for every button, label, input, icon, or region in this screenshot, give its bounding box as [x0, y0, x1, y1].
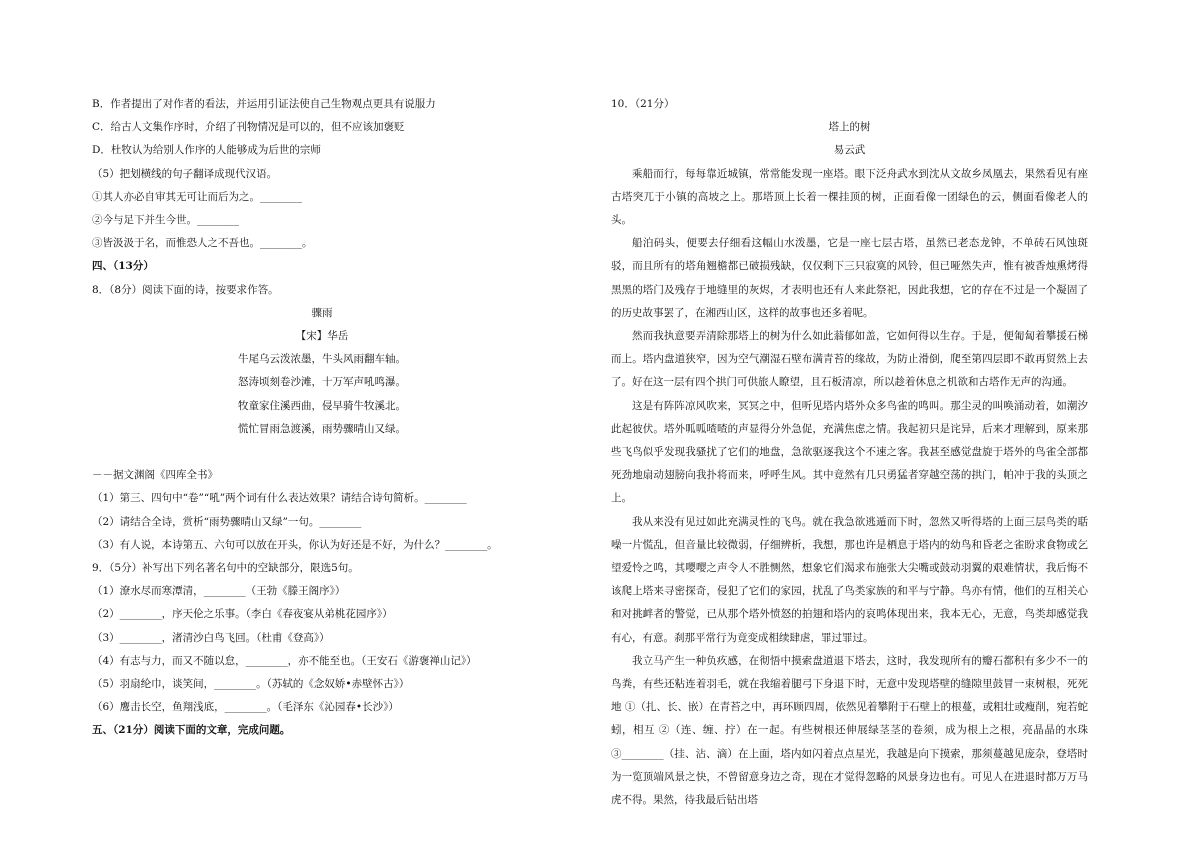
article-paragraph: 船泊码头，便要去仔细看这幅山水泼墨，它是一座七层古塔，虽然已老态龙钟，不单砖石风蚀斑驳，而且所有的塔角翘檐都已破损残缺，仅仅剩下三只寂寞的风铃，但已哑然失声，惟有被香烛熏烤得黑黑的塔门及残存于地缝里的灰烬，才表明也还有人来此祭祀，因此我想，它的存在不过是一个凝固了的历史故事罢了，在湘西山区，这样的故事也还多着呢。 [611, 237, 1088, 319]
article-paragraph: 然而我执意要弄清除那塔上的树为什么如此蓊郁如盖，它如何得以生存。于是，便匍匐着攀援石梯而上。塔内盘道狭窄，因为空气潮湿石壁布满青苔的缘故，为防止滑倒，爬至第四层即不敢再贸然上去了。好在这一层有四个拱门可供旅人瞭望，且石板清凉，所以趁着休息之机欲和古塔作无声的沟通。 [611, 330, 1088, 389]
article-paragraph: 我立马产生一种负疚感，在彻悟中摸索盘道退下塔去，这时，我发现所有的瓣石都积有多少不一的鸟粪，有些还粘连着羽毛，就在我缩着腿弓下身退下时，无意中发现塔壁的缝隙里鼓冒一束树根，死死地 ①（扎、长、嵌）在青苔之中，再环顾四周，依然见着攀附于石壁上的根蔓，或粗壮或瘦削，宛若蛇蚓，相互 ②（连、缠、拧）在一起。有些树根还伸展绿茎茎的卷须，成为根上之根，亮晶晶的水珠 ③________（挂、沾、滴）在上面，塔内如闪着点点星光，我越是向下摸索，那须蔓越见庞杂，登塔时为一览顶端风景之快，不曾留意身边之奇，现在才觉得忽略的风景身边也有。可见人在进退时都万万马虎不得。果然，待我最后钻出塔 [611, 654, 1088, 807]
q7-sub5: （5）把划横线的句子翻译成现代汉语。 [92, 167, 278, 180]
section-4-heading: 四、（13分） [92, 260, 154, 273]
article-paragraph: 乘船而行，每每靠近城镇，常常能发现一座塔。眼下泛舟武水到沈从文故乡凤凰去，果然看见有座古塔突兀于小镇的高坡之上。那塔顶上长着一棵挂顶的树，正面看像一团绿色的云，侧面看像老人的头。 [611, 167, 1088, 227]
poem-line: 慌忙冒雨急渡溪，雨势骤晴山又绿。 [238, 422, 406, 435]
poem-title: 骤雨 [311, 306, 333, 319]
q8-item-3: （3）有人说，本诗第五、六句可以放在开头，你认为好还是不好，为什么？________。 [92, 538, 498, 551]
q9-item-3: （3）________，渚清沙白鸟飞回。（杜甫《登高》） [92, 631, 330, 644]
q7-option-c: C．给古人文集作序时，介绍了刊物情况是可以的，但不应该加褒贬 [92, 121, 405, 134]
q7-sub5-item1: ①其人亦必自审其无可让而后为之。________ [92, 190, 302, 203]
q8-item-2: （2）请结合全诗，赏析“雨势骤晴山又绿”一句。________ [92, 515, 362, 528]
right-column [611, 93, 1088, 812]
section-5-heading: 五、（21分）阅读下面的文章，完成问题。 [92, 724, 291, 737]
poem-line: 怒涛顷刻卷沙滩，十万军声吼鸣瀑。 [238, 376, 406, 389]
poem-line: 牧童家住溪西曲，侵早骑牛牧溪北。 [238, 399, 406, 412]
article-title: 塔上的树 [828, 121, 871, 134]
q7-option-d: D．杜牧认为给别人作序的人能够成为后世的宗师 [92, 144, 321, 157]
q9-intro: 9．（5分）补写出下列名著名句中的空缺部分，限选5句。 [92, 562, 359, 575]
q8-intro: 8．（8分）阅读下面的诗，按要求作答。 [92, 283, 279, 296]
q9-item-2: （2）________，序天伦之乐事。（李白《春夜宴从弟桃花园序》） [92, 608, 393, 621]
left-column [92, 93, 552, 743]
q7-option-b: B．作者提出了对作者的看法，并运用引证法使自己生物观点更具有说服力 [92, 98, 436, 110]
article-paragraph: 我从来没有见过如此充满灵性的飞鸟。就在我急欲逃遁而下时，忽然又听得塔的上面三层鸟类的聒噪一片慌乱，但音量比较微弱，仔细辨析，我想，那也许是栖息于塔内的幼鸟和昏老之雀盼求食物或乞望爱怜之鸣，其嘤嘤之声令人不胜恻然，想象它们渴求布施张大尖嘴或鼓动羽翼的艰难情状，我后悔不该爬上塔来寻密探奇，侵犯了它们的家园，扰乱了鸟类家族的和平与宁静。鸟亦有情，他们的互相关心和对挑衅者的警觉，已从那个塔外愤怒的拍翅和塔内的哀鸣体现出来，我本无心，无意，鸟类却感觉我有心，有意。刹那平常行为竟变成相续肆虐，罪过罪过。 [611, 515, 1088, 644]
q9-item-5: （5）羽扇纶巾，谈笑间，________。（苏轼的《念奴娇•赤壁怀古》） [92, 678, 410, 691]
poem-line: 牛尾乌云泼浓墨，牛头风雨翻车轴。 [238, 353, 406, 366]
article-author: 易云武 [833, 144, 866, 157]
blank-line [92, 441, 552, 464]
q7-sub5-item2: ②今与足下并生今世。________ [92, 214, 239, 227]
q9-item-6: （6）鹰击长空，鱼翔浅底，________。（毛泽东《沁园春•长沙》） [92, 701, 399, 714]
poem-author: 【宋】华岳 [295, 330, 349, 343]
q9-item-4: （4）有志与力，而又不随以怠，________，亦不能至也。（王安石《游褒禅山记》） [92, 654, 477, 667]
q9-item-1: （1）潦水尽而寒潭清，________（王勃《滕王阁序》） [92, 585, 346, 598]
q10-heading: 10．（21分） [611, 98, 675, 110]
poem-source: －－据文渊阁《四库全书》 [92, 469, 218, 482]
q7-sub5-item3: ③皆汲汲于名，而惟恐人之不吾也。________。 [92, 237, 313, 250]
q8-item-1: （1）第三、四句中“卷”“吼”两个词有什么表达效果？请结合诗句简析。________ [92, 492, 467, 505]
article-paragraph: 这是有阵阵凉风吹来，冥冥之中，但听见塔内塔外众多鸟雀的鸣叫。那尘灵的叫唤涌动着，如潮汐此起彼伏。塔外呱呱喳喳的声显得分外急促，充满焦虑之情。我起初只是诧异，后来才理解到，原来那些飞鸟似乎发现我骚扰了它们的地盘，急欲驱逐我这个不速之客。我甚至感觉盘旋于塔外的鸟雀全部都死劲地扇动翅膀向我扑将而来，呼呼生风。其中竟然有几只勇猛者穿越空荡的拱门，帕冲于我的头顶之上。 [611, 399, 1088, 505]
